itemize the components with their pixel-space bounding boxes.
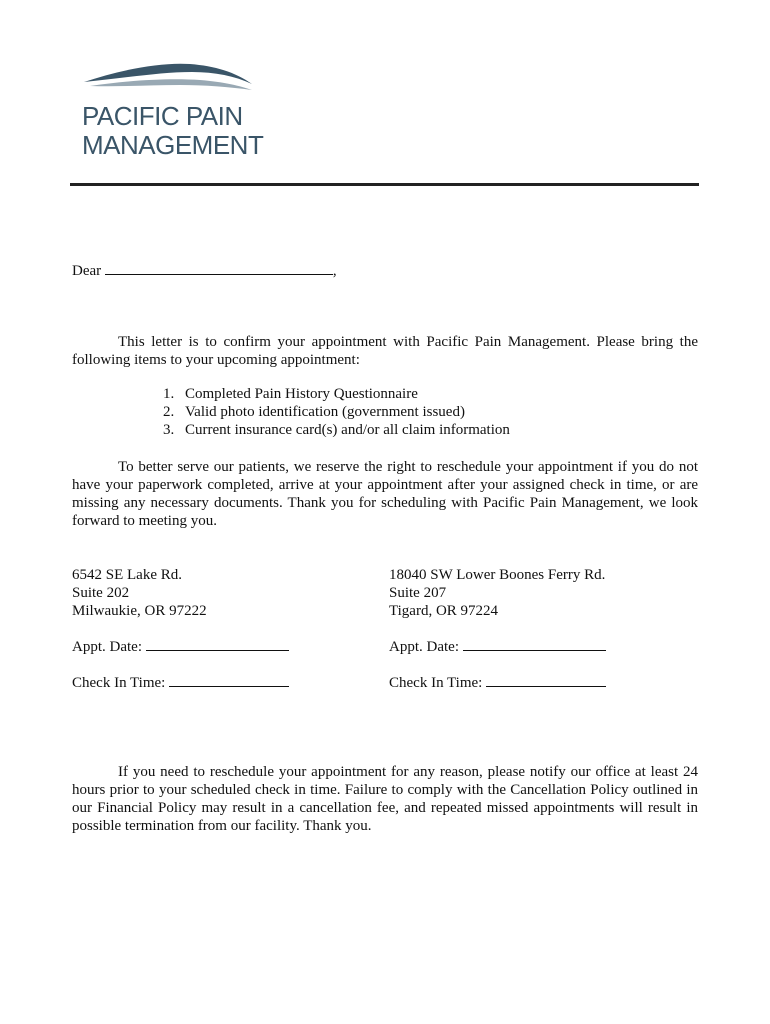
policy-text: To better serve our patients, we reserve the right to reschedule your appointment if you do not have your paperwork completed, arrive at your appointment after your assigned check in time, or are missing any necessary documents. Thank you for scheduling with Pacific Pain Management, we look forward to meeting you. — [72, 459, 698, 529]
closing-paragraph — [72, 763, 698, 835]
list-item-number: 2. — [163, 404, 175, 420]
intro-paragraph — [72, 333, 698, 369]
appt-date-blank[interactable] — [146, 637, 289, 651]
list-item-number: 1. — [163, 386, 175, 402]
list-item-number: 3. — [163, 422, 175, 438]
company-logo — [80, 60, 270, 170]
checkin-time-label: Check In Time: — [72, 675, 166, 691]
location-milwaukie — [72, 566, 207, 620]
company-name — [82, 102, 263, 160]
checkin-time-field-tigard — [389, 673, 606, 692]
company-name-line2: MANAGEMENT — [82, 130, 264, 160]
closing-text: If you need to reschedule your appointment for any reason, please notify our office at least 24 hours prior to your scheduled check in time. Failure to comply with the Cancellation Policy outlined in our Financial Policy may result in a cancellation fee, and repeated missed appointments will result in possible termination from our facility. Thank you. — [72, 764, 698, 834]
list-item-text: Current insurance card(s) and/or all claim information — [185, 422, 510, 438]
checkin-time-blank[interactable] — [486, 673, 606, 687]
location-suite: Suite 202 — [72, 585, 130, 601]
appt-date-blank[interactable] — [463, 637, 606, 651]
location-tigard — [389, 566, 605, 620]
policy-paragraph — [72, 458, 698, 530]
checkin-time-label: Check In Time: — [389, 675, 483, 691]
location-suite: Suite 207 — [389, 585, 447, 601]
appt-date-field-tigard — [389, 637, 606, 656]
appt-date-field-milwaukie — [72, 637, 289, 656]
list-item — [163, 385, 510, 403]
wave-logo-icon — [80, 60, 270, 105]
company-name-line1: PACIFIC PAIN — [82, 101, 243, 131]
checkin-time-blank[interactable] — [169, 673, 289, 687]
list-item — [163, 403, 510, 421]
salutation-prefix: Dear — [72, 263, 102, 279]
location-city: Milwaukie, OR 97222 — [72, 603, 207, 619]
recipient-name-blank[interactable] — [105, 261, 333, 275]
salutation — [72, 261, 337, 280]
intro-text: This letter is to confirm your appointment with Pacific Pain Management. Please bring the following items to your upcoming appointment: — [72, 334, 698, 368]
location-street: 6542 SE Lake Rd. — [72, 567, 182, 583]
list-item-text: Valid photo identification (government issued) — [185, 404, 465, 420]
appt-date-label: Appt. Date: — [72, 639, 142, 655]
salutation-suffix: , — [332, 263, 337, 279]
required-items-list — [163, 385, 510, 439]
appt-date-label: Appt. Date: — [389, 639, 459, 655]
list-item-text: Completed Pain History Questionnaire — [185, 386, 418, 402]
checkin-time-field-milwaukie — [72, 673, 289, 692]
location-street: 18040 SW Lower Boones Ferry Rd. — [389, 567, 606, 583]
location-city: Tigard, OR 97224 — [389, 603, 499, 619]
header-divider — [70, 183, 699, 186]
list-item — [163, 421, 510, 439]
